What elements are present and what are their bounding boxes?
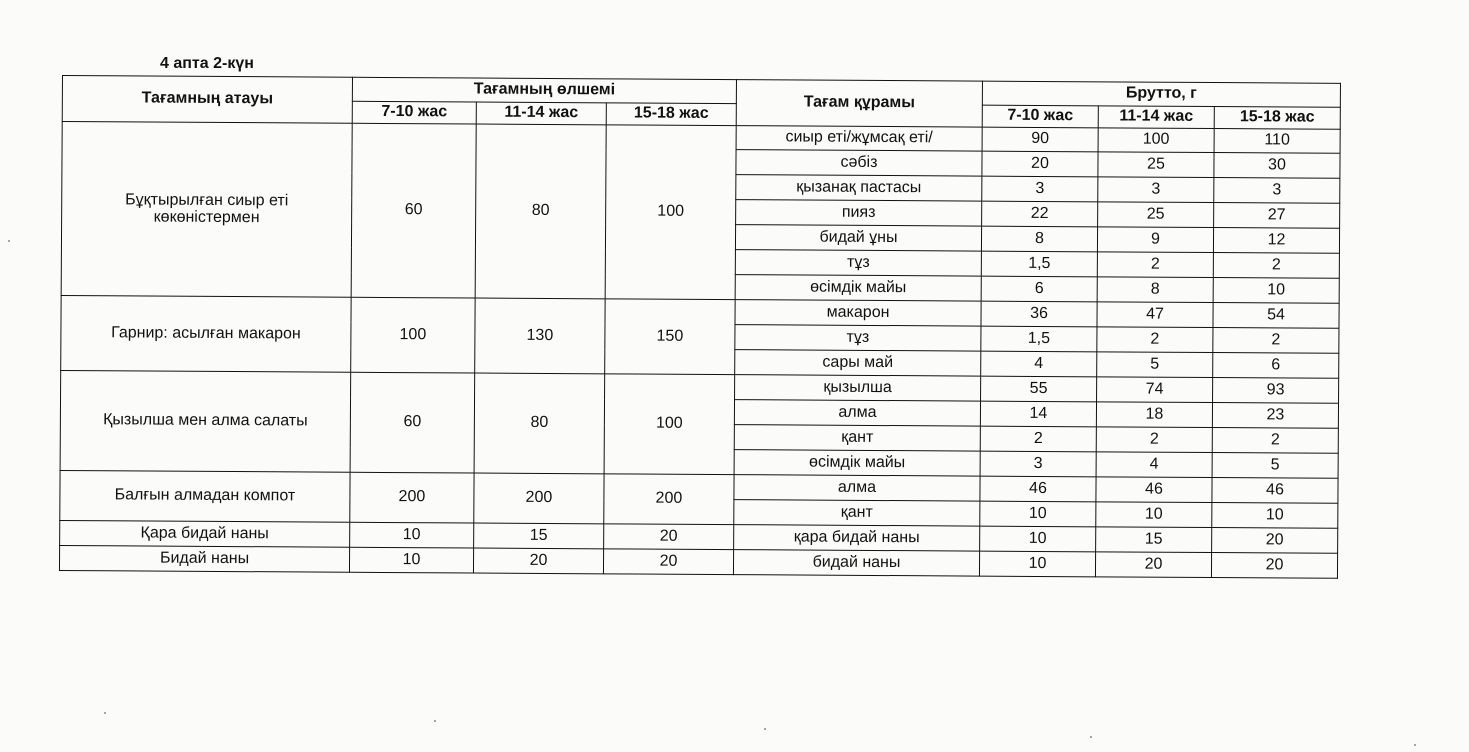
portion-cell: 60 xyxy=(350,372,475,473)
header-brutto-age-15-18: 15-18 жас xyxy=(1214,107,1340,130)
brutto-cell: 27 xyxy=(1214,203,1340,229)
ingredient-name-cell: қызанақ пастасы xyxy=(736,175,982,202)
brutto-cell: 15 xyxy=(1096,527,1212,553)
brutto-cell: 18 xyxy=(1096,402,1212,428)
dish-name-cell: Қызылша мен алма салаты xyxy=(60,370,351,472)
brutto-cell: 93 xyxy=(1213,378,1339,404)
brutto-cell: 2 xyxy=(1097,252,1213,278)
brutto-cell: 90 xyxy=(982,127,1098,152)
portion-cell: 20 xyxy=(473,548,603,574)
portion-cell: 15 xyxy=(474,523,604,549)
brutto-cell: 8 xyxy=(1097,277,1213,303)
brutto-cell: 4 xyxy=(1096,452,1212,478)
brutto-cell: 20 xyxy=(1095,552,1211,578)
brutto-cell: 20 xyxy=(1212,528,1338,554)
brutto-cell: 20 xyxy=(982,151,1098,177)
brutto-cell: 2 xyxy=(1213,328,1339,354)
brutto-cell: 9 xyxy=(1097,227,1213,253)
menu-table-container xyxy=(59,75,1341,579)
brutto-cell: 23 xyxy=(1212,403,1338,429)
brutto-cell: 3 xyxy=(1214,178,1340,204)
scan-speck xyxy=(1414,744,1416,746)
brutto-cell: 6 xyxy=(981,276,1097,302)
brutto-cell: 30 xyxy=(1214,153,1340,179)
portion-cell: 200 xyxy=(474,473,604,524)
header-dish-name: Тағамның атауы xyxy=(62,76,352,124)
brutto-cell: 54 xyxy=(1213,303,1339,329)
dish-name-cell: Балғын алмадан компот xyxy=(60,470,350,522)
brutto-cell: 1,5 xyxy=(981,326,1097,352)
brutto-cell: 10 xyxy=(1213,278,1339,304)
portion-cell: 80 xyxy=(474,373,605,474)
brutto-cell: 2 xyxy=(1096,427,1212,453)
ingredient-name-cell: алма xyxy=(734,475,980,502)
portion-cell: 100 xyxy=(605,125,736,300)
brutto-cell: 2 xyxy=(1097,327,1213,353)
brutto-cell: 100 xyxy=(1098,128,1214,153)
portion-cell: 80 xyxy=(475,124,606,299)
brutto-cell: 3 xyxy=(982,176,1098,202)
brutto-cell: 46 xyxy=(1096,477,1212,503)
dish-name-cell: Қара бидай наны xyxy=(60,520,350,547)
portion-cell: 60 xyxy=(351,123,476,298)
scan-speck xyxy=(434,720,436,722)
menu-table-body xyxy=(59,122,1340,579)
portion-cell: 150 xyxy=(605,299,735,375)
menu-table xyxy=(59,75,1341,579)
brutto-cell: 3 xyxy=(1098,177,1214,203)
brutto-cell: 74 xyxy=(1097,377,1213,403)
scan-speck xyxy=(8,240,10,242)
brutto-cell: 46 xyxy=(1212,478,1338,504)
ingredient-name-cell: пияз xyxy=(736,200,982,227)
brutto-cell: 14 xyxy=(980,401,1096,427)
brutto-cell: 2 xyxy=(1212,428,1338,454)
portion-cell: 200 xyxy=(604,474,734,525)
portion-cell: 10 xyxy=(350,522,474,548)
header-composition: Тағам құрамы xyxy=(736,80,982,128)
ingredient-name-cell: сиыр еті/жұмсақ еті/ xyxy=(736,126,982,152)
portion-cell: 10 xyxy=(349,547,473,573)
header-portion-age-11-14: 11-14 жас xyxy=(476,102,606,125)
header-portion-age-15-18: 15-18 жас xyxy=(606,103,736,126)
ingredient-name-cell: тұз xyxy=(735,250,981,277)
brutto-cell: 10 xyxy=(1212,503,1338,529)
header-portion-age-7-10: 7-10 жас xyxy=(352,101,476,124)
portion-cell: 20 xyxy=(604,524,734,550)
brutto-cell: 10 xyxy=(1096,502,1212,528)
portion-cell: 100 xyxy=(351,297,475,373)
dish-name-cell: Бұқтырылған сиыр еті көкөністермен xyxy=(61,122,352,298)
brutto-cell: 55 xyxy=(981,376,1097,402)
brutto-cell: 5 xyxy=(1212,453,1338,479)
brutto-cell: 4 xyxy=(981,351,1097,377)
brutto-cell: 6 xyxy=(1213,353,1339,379)
brutto-cell: 10 xyxy=(980,501,1096,527)
dish-name-cell: Гарнир: асылған макарон xyxy=(61,295,351,372)
ingredient-name-cell: қара бидай наны xyxy=(734,525,980,552)
header-portion: Тағамның өлшемі xyxy=(352,77,736,103)
page-title: 4 апта 2-күн xyxy=(160,55,254,72)
ingredient-name-cell: өсімдік майы xyxy=(735,275,981,302)
brutto-cell: 46 xyxy=(980,476,1096,502)
portion-cell: 20 xyxy=(603,549,733,575)
brutto-cell: 5 xyxy=(1097,352,1213,378)
portion-cell: 130 xyxy=(475,298,605,374)
scan-speck xyxy=(764,728,766,730)
brutto-cell: 22 xyxy=(982,201,1098,227)
brutto-cell: 25 xyxy=(1098,152,1214,178)
brutto-cell: 10 xyxy=(980,526,1096,552)
brutto-cell: 110 xyxy=(1214,129,1340,154)
header-brutto-age-7-10: 7-10 жас xyxy=(982,105,1098,128)
brutto-cell: 20 xyxy=(1211,553,1337,579)
ingredient-name-cell: қант xyxy=(734,425,980,452)
ingredient-name-cell: бидай ұны xyxy=(735,225,981,252)
ingredient-name-cell: қызылша xyxy=(735,375,981,402)
ingredient-name-cell: бидай наны xyxy=(733,550,979,577)
brutto-cell: 25 xyxy=(1098,202,1214,228)
brutto-cell: 8 xyxy=(981,226,1097,252)
brutto-cell: 1,5 xyxy=(981,251,1097,277)
brutto-cell: 12 xyxy=(1213,228,1339,254)
brutto-cell: 2 xyxy=(980,426,1096,452)
portion-cell: 100 xyxy=(604,374,735,475)
ingredient-name-cell: сәбіз xyxy=(736,150,982,177)
scan-speck xyxy=(1090,736,1092,738)
dish-name-cell: Бидай наны xyxy=(59,545,349,572)
portion-cell: 200 xyxy=(350,472,474,523)
ingredient-name-cell: макарон xyxy=(735,300,981,327)
scan-speck xyxy=(104,712,106,714)
brutto-cell: 3 xyxy=(980,451,1096,477)
header-brutto-age-11-14: 11-14 жас xyxy=(1098,106,1214,129)
ingredient-name-cell: сары май xyxy=(735,350,981,377)
brutto-cell: 10 xyxy=(979,551,1095,577)
ingredient-name-cell: алма xyxy=(734,400,980,427)
header-brutto: Брутто, г xyxy=(982,81,1340,107)
brutto-cell: 2 xyxy=(1213,253,1339,279)
ingredient-name-cell: қант xyxy=(734,500,980,527)
ingredient-name-cell: тұз xyxy=(735,325,981,352)
brutto-cell: 36 xyxy=(981,301,1097,327)
ingredient-name-cell: өсімдік майы xyxy=(734,450,980,477)
brutto-cell: 47 xyxy=(1097,302,1213,328)
